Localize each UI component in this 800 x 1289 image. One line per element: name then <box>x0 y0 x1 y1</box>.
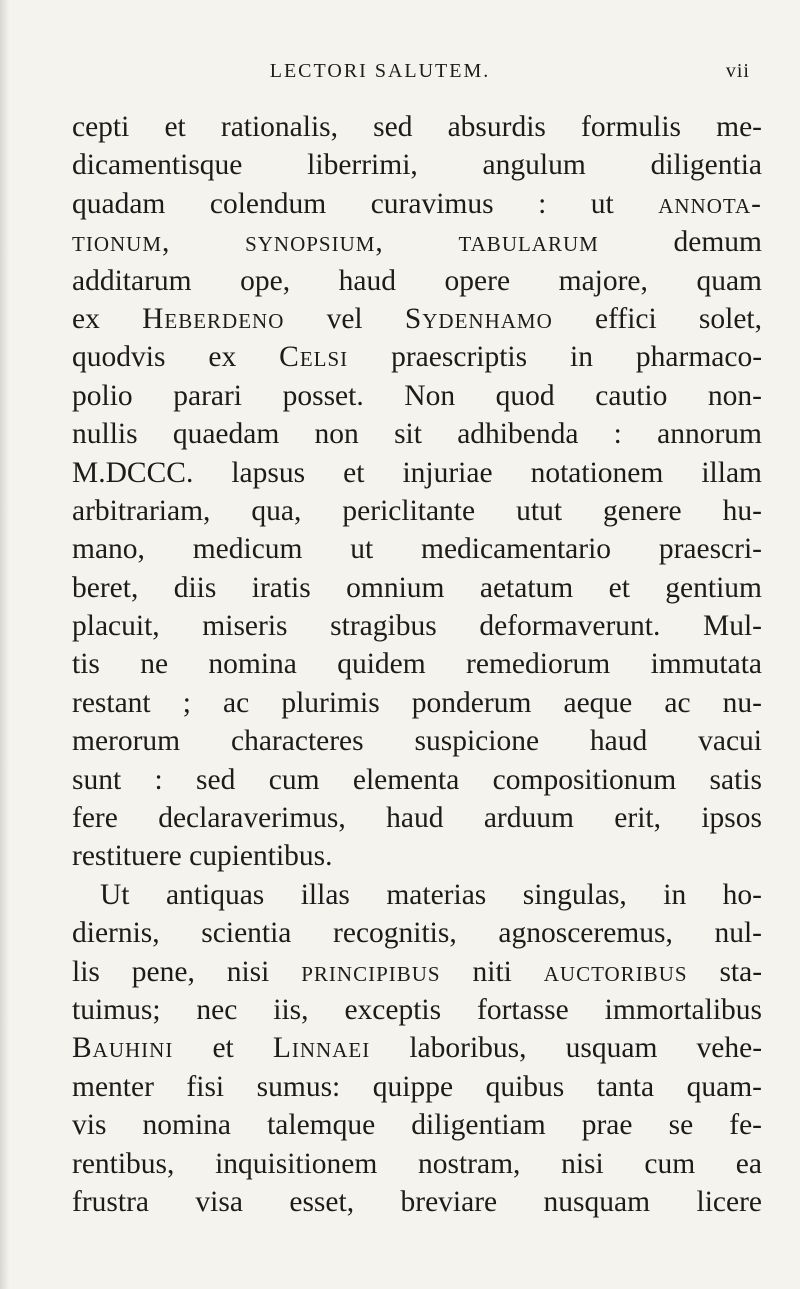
body-text <box>72 108 762 1221</box>
page-gutter-shadow <box>0 0 10 1289</box>
text-line: ex Heberdeno vel Sydenhamo effici solet, <box>72 302 762 335</box>
small-caps-word: Heberdeno <box>142 302 285 335</box>
text-line: additarum ope, haud opere majore, quam <box>72 264 762 297</box>
text-line: nullis quaedam non sit adhibenda : annorum <box>72 418 762 451</box>
text-line: restant ; ac plurimis ponderum aeque ac nu- <box>72 686 762 719</box>
text-line: vis nomina talemque diligentiam prae se fe- <box>72 1109 762 1142</box>
small-caps-word: annota- <box>658 187 763 220</box>
small-caps-word: Celsi <box>279 341 349 374</box>
small-caps-word: tabularum <box>458 226 599 259</box>
text-line: diernis, scientia recognitis, agnosceremus, nul- <box>72 917 762 950</box>
text-line: sunt : sed cum elementa compositionum satis <box>72 763 762 796</box>
small-caps-word: principibus <box>301 955 441 988</box>
text-line: lis pene, nisi principibus niti auctoribus sta- <box>72 955 763 988</box>
small-caps-word: tionum, <box>72 226 171 259</box>
text-line: polio parari posset. Non quod cautio non- <box>72 379 762 412</box>
page-number: vii <box>725 60 750 82</box>
text-line: menter fisi sumus: quippe quibus tanta quam- <box>72 1070 762 1103</box>
text-line: Bauhini et Linnaei laboribus, usquam vehe- <box>72 1032 763 1065</box>
text-line: dicamentisque liberrimi, angulum diligentia <box>72 149 762 182</box>
paragraph-start-line: Ut antiquas illas materias singulas, in ho- <box>100 878 762 911</box>
small-caps-word: Linnaei <box>272 1032 371 1065</box>
small-caps-word: Bauhini <box>72 1032 174 1065</box>
text-line: quadam colendum curavimus : ut annota- <box>72 187 763 220</box>
text-line: frustra visa esset, breviare nusquam licere <box>72 1185 762 1218</box>
small-caps-word: synopsium, <box>245 226 384 259</box>
running-title: LECTORI SALUTEM. <box>269 60 491 82</box>
running-head <box>70 60 750 90</box>
text-line: rentibus, inquisitionem nostram, nisi cum ea <box>72 1147 762 1180</box>
text-line: placuit, miseris stragibus deformaverunt. Mul- <box>72 610 762 643</box>
text-line: fere declaraverimus, haud arduum erit, ipsos <box>72 802 762 835</box>
paragraph-end-line: restituere cupientibus. <box>72 840 333 873</box>
text-line: tuimus; nec iis, exceptis fortasse immortalibus <box>72 993 762 1026</box>
text-line: quodvis ex Celsi praescriptis in pharmaco- <box>72 341 763 374</box>
text-line: tis ne nomina quidem remediorum immutata <box>72 648 762 681</box>
text-line: cepti et rationalis, sed absurdis formulis me- <box>72 111 762 143</box>
small-caps-word: Sydenhamo <box>404 302 553 335</box>
text-line: tionum, synopsium, tabularum demum <box>72 226 763 259</box>
text-line: merorum characteres suspicione haud vacui <box>72 725 762 758</box>
text-line: arbitrariam, qua, periclitante utut genere hu- <box>72 494 762 527</box>
text-line: mano, medicum ut medicamentario praescri- <box>72 533 762 566</box>
text-line: beret, diis iratis omnium aetatum et gentium <box>72 571 762 604</box>
text-line: M.DCCC. lapsus et injuriae notationem illam <box>72 456 762 489</box>
small-caps-word: auctoribus <box>543 955 688 988</box>
